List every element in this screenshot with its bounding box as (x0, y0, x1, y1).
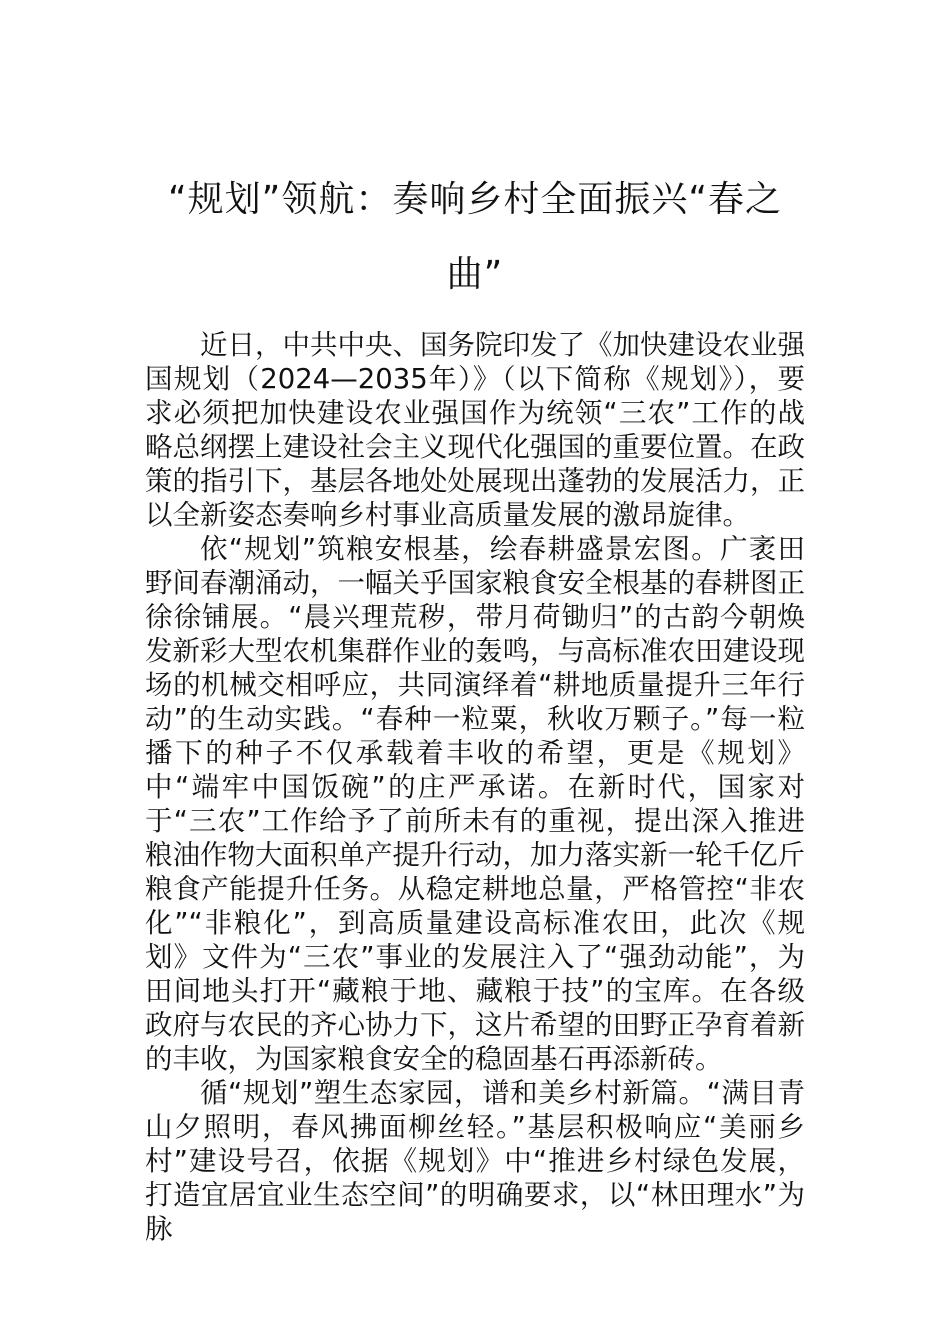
paragraph-intro: 近日，中共中央、国务院印发了《加快建设农业强国规划（2024—2035年）》（以下简称《规划》），要求必须把加快建设农业强国作为统领“三农”工作的战略总纲摆上建设社会主义现代化强国的重要位置。在政策的指引下，基层各地处处展现出蓬勃的发展活力，正以全新姿态奏响乡村事业高质量发展的激昂旋律。 (145, 329, 805, 531)
document-body (145, 328, 805, 1246)
paragraph-grain-security: 依“规划”筑粮安根基，绘春耕盛景宏图。广袤田野间春潮涌动，一幅关乎国家粮食安全根基的春耕图正徐徐铺展。“晨兴理荒秽，带月荷锄归”的古韵今朝焕发新彩大型农机集群作业的轰鸣，与高标准农田建设现场的机械交相呼应，共同演绎着“耕地质量提升三年行动”的生动实践。“春种一粒粟，秋收万颗子。”每一粒播下的种子不仅承载着丰收的希望，更是《规划》中“端牢中国饭碗”的庄严承诺。在新时代，国家对于“三农”工作给予了前所未有的重视，提出深入推进粮油作物大面积单产提升行动，加力落实新一轮千亿斤粮食产能提升任务。从稳定耕地总量，严格管控“非农化”“非粮化”，到高质量建设高标准农田，此次《规划》文件为“三农”事业的发展注入了“强劲动能”，为田间地头打开“藏粮于地、藏粮于技”的宝库。在各级政府与农民的齐心协力下，这片希望的田野正孕育着新的丰收，为国家粮食安全的稳固基石再添新砖。 (145, 533, 805, 1075)
document-title: “规划”领航：奏响乡村全面振兴“春之曲” (168, 179, 782, 295)
paragraph-ecological-home: 循“规划”塑生态家园，谱和美乡村新篇。“满目青山夕照明，春风拂面柳丝轻。”基层积极响应“美丽乡村”建设号召，依据《规划》中“推进乡村绿色发展，打造宜居宜业生态空间”的明确要求，以“林田理水”为脉 (145, 1077, 805, 1245)
